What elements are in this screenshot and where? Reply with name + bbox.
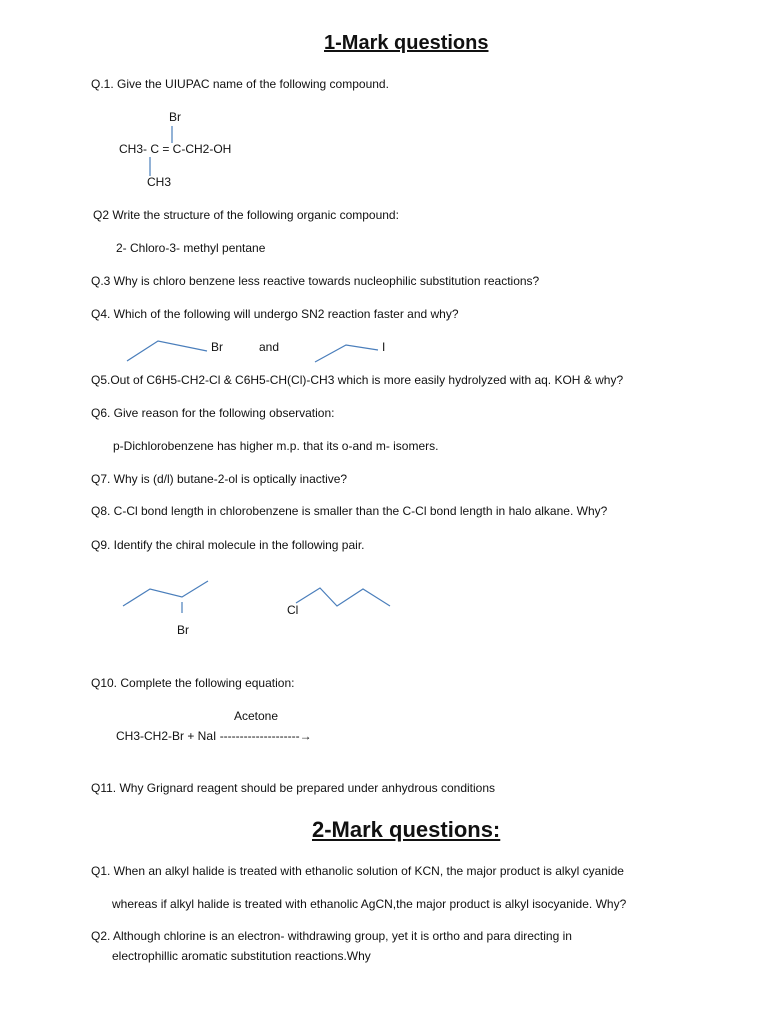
q11-text: Q11. Why Grignard reagent should be prepared under anhydrous conditions [91,781,496,795]
q4-i-label: I [382,340,386,354]
section-2-heading: 2-Mark questions: [312,817,501,842]
q4-and: and [259,340,280,354]
s2-q1-line2: whereas if alkyl halide is treated with ethanolic AgCN,the major product is alkyl isocyanide. Why? [112,897,627,911]
q10-equation: CH3-CH2-Br + NaI --------------------→ [116,729,312,743]
q7-text: Q7. Why is (d/l) butane-2-ol is optically inactive? [91,472,348,486]
q9-cl-label: Cl [287,603,299,617]
q9-br-label: Br [177,623,189,637]
q6-observation: p-Dichlorobenzene has higher m.p. that its o-and m- isomers. [113,439,439,453]
q4-text: Q4. Which of the following will undergo SN2 reaction faster and why? [91,307,459,321]
q6-text: Q6. Give reason for the following observation: [91,406,335,420]
q10-text: Q10. Complete the following equation: [91,676,295,690]
q5-text: Q5.Out of C6H5-CH2-Cl & C6H5-CH(Cl)-CH3 which is more easily hydrolyzed with aq. KOH & why? [91,373,624,387]
s2-q2-line2: electrophillic aromatic substitution reactions.Why [112,949,371,963]
s2-q1-line1: Q1. When an alkyl halide is treated with ethanolic solution of KCN, the major product is alkyl cyanide [91,864,624,878]
q1-text: Q.1. Give the UIUPAC name of the following compound. [91,77,389,91]
q4-br-label: Br [211,340,223,354]
q1-formula: CH3- C = C-CH2-OH [119,142,232,156]
s2-q2-line1: Q2. Although chlorine is an electron- withdrawing group, yet it is ortho and para directing in [91,929,572,943]
q9-right-chain [296,588,390,606]
q8-text: Q8. C-Cl bond length in chlorobenzene is smaller than the C-Cl bond length in halo alkane. Why? [91,504,608,518]
q1-ch3-label: CH3 [147,175,172,189]
q2-text: Q2 Write the structure of the following organic compound: [93,208,399,222]
section-1-heading: 1-Mark questions [324,32,489,54]
q2-compound: 2- Chloro-3- methyl pentane [116,241,266,255]
q1-br-label: Br [169,110,181,124]
q3-text: Q.3 Why is chloro benzene less reactive towards nucleophilic substitution reactions? [91,274,540,288]
q9-left-chain [123,581,208,606]
q10-acetone: Acetone [234,709,279,723]
q9-text: Q9. Identify the chiral molecule in the following pair. [91,538,365,552]
